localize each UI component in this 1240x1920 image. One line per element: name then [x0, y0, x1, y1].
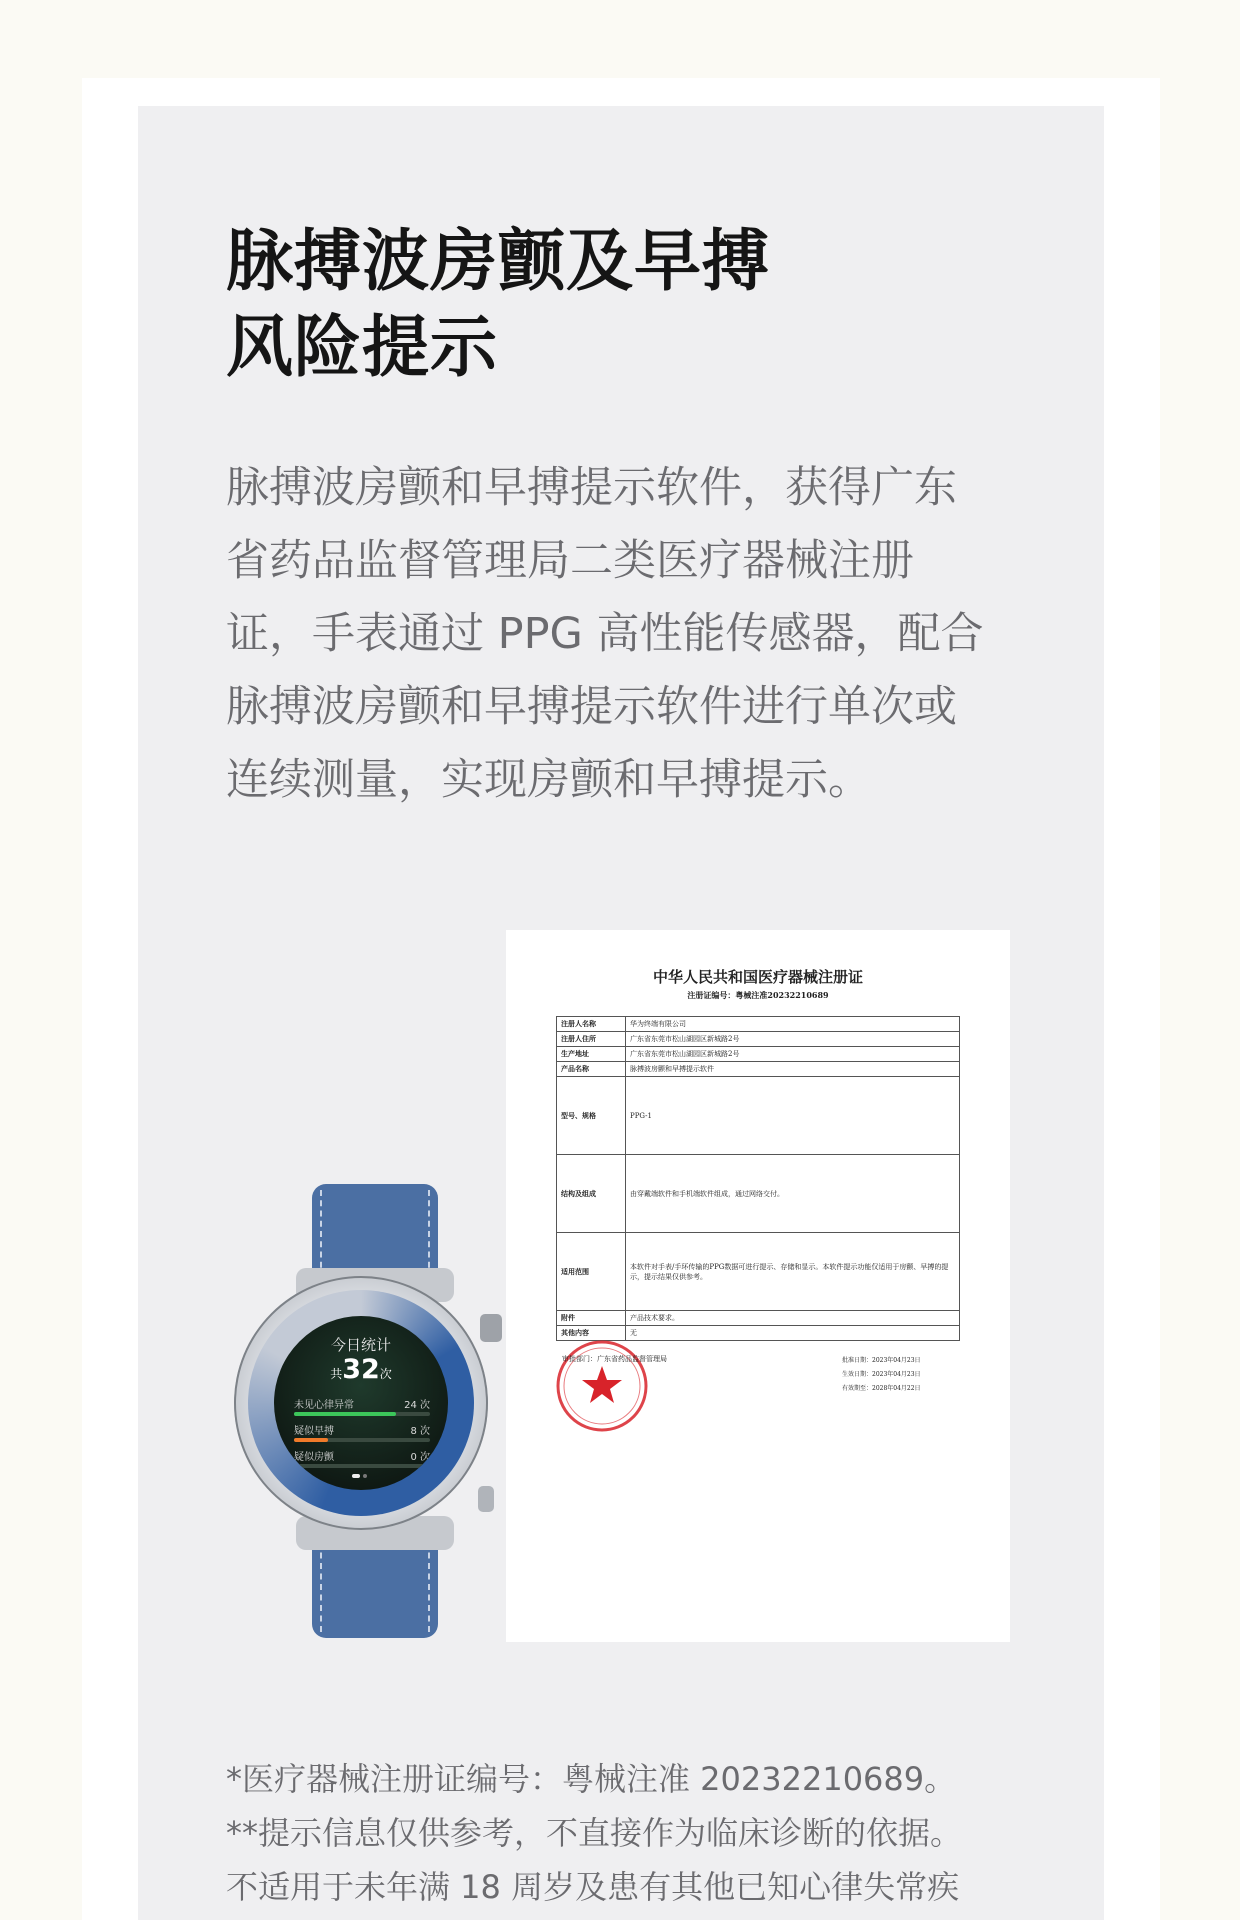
certificate-table — [556, 1016, 960, 1341]
watch-case — [234, 1276, 488, 1530]
stat-bar — [294, 1412, 430, 1416]
certificate-field-value: 广东省东莞市松山湖园区新城路2号 — [626, 1047, 960, 1062]
watch-strap-bottom — [312, 1536, 438, 1638]
watch-screen — [274, 1316, 448, 1490]
certificate-field-value: 华为终端有限公司 — [626, 1017, 960, 1032]
certificate-field-value: 产品技术要求。 — [626, 1311, 960, 1326]
description-line: 脉搏波房颤和早搏提示软件，获得广东 — [226, 463, 957, 513]
description-line: 省药品监督管理局二类医疗器械注册 — [226, 536, 914, 586]
feature-description — [226, 452, 1046, 817]
certificate-field-label: 其他内容 — [557, 1326, 626, 1341]
certificate-row — [557, 1155, 960, 1233]
description-line: 连续测量，实现房颤和早搏提示。 — [226, 755, 871, 805]
certificate-field-label: 注册人名称 — [557, 1017, 626, 1032]
stat-count: 8 次 — [410, 1426, 430, 1437]
watch-bezel — [248, 1290, 474, 1516]
official-seal-icon — [552, 1336, 652, 1436]
certificate-field-value: PPG-1 — [626, 1077, 960, 1155]
certificate-field-label: 型号、规格 — [557, 1077, 626, 1155]
certificate-field-value: 无 — [626, 1326, 960, 1341]
page-indicator — [352, 1468, 372, 1472]
certificate-row — [557, 1047, 960, 1062]
total-prefix: 共 — [330, 1367, 343, 1381]
feature-title-line: 风险提示 — [226, 308, 498, 386]
stat-bar-fill — [294, 1412, 396, 1416]
certificate-number: 注册证编号：粤械注准20232210689 — [687, 990, 829, 1000]
footnote-line: *医疗器械注册证编号：粤械注准 20232210689。 — [226, 1760, 957, 1798]
stat-label: 疑似早搏 — [294, 1426, 334, 1437]
certificate-field-value: 广东省东莞市松山湖园区新城路2号 — [626, 1032, 960, 1047]
footnotes — [226, 1752, 1076, 1914]
certificate-row — [557, 1233, 960, 1311]
total-value: 32 — [342, 1354, 380, 1385]
stat-count: 24 次 — [404, 1400, 430, 1411]
stat-label: 疑似房颤 — [294, 1452, 334, 1463]
stat-bar — [294, 1438, 430, 1442]
certificate-field-label: 适用范围 — [557, 1233, 626, 1311]
description-line: 脉搏波房颤和早搏提示软件进行单次或 — [226, 682, 957, 732]
stat-label: 未见心律异常 — [294, 1400, 354, 1411]
certificate-issuer: 审批部门：广东省药品监督管理局 — [562, 1355, 667, 1363]
watch-screen-title: 今日统计 — [330, 1336, 391, 1354]
smartwatch-image — [226, 1176, 516, 1646]
description-line: 证，手表通过 PPG 高性能传感器，配合 — [226, 609, 984, 659]
stat-bar-fill — [294, 1438, 328, 1442]
footnote-line: 不适用于未年满 18 周岁及患有其他已知心律失常疾 — [226, 1868, 960, 1906]
watch-side-button — [478, 1486, 494, 1512]
certificate-row — [557, 1077, 960, 1155]
certificate-row — [557, 1017, 960, 1032]
certificate-field-label: 附件 — [557, 1311, 626, 1326]
total-suffix: 次 — [379, 1367, 392, 1381]
feature-title — [226, 218, 986, 390]
certificate-field-label: 结构及组成 — [557, 1155, 626, 1233]
watch-total-count — [274, 1354, 448, 1385]
certificate-date: 生效日期：2023年04月23日 — [842, 1371, 921, 1378]
certificate-dates — [842, 1354, 921, 1396]
certificate-row — [557, 1032, 960, 1047]
certificate-date: 批准日期：2023年04月23日 — [842, 1357, 921, 1364]
certificate-field-label: 产品名称 — [557, 1062, 626, 1077]
certificate-field-value: 脉搏波房颤和早搏提示软件 — [626, 1062, 960, 1077]
footnote-line: **提示信息仅供参考，不直接作为临床诊断的依据。 — [226, 1814, 963, 1852]
certificate-field-value: 本软件对手表/手环传输的PPG数据可进行提示、存储和显示。本软件提示功能仅适用于房颤、早搏的提示，提示结果仅供参考。 — [626, 1233, 960, 1311]
certificate-date: 有效期至：2028年04月22日 — [842, 1385, 921, 1392]
certificate-title: 中华人民共和国医疗器械注册证 — [652, 968, 863, 986]
certificate-row — [557, 1062, 960, 1077]
registration-certificate-image — [506, 930, 1010, 1642]
stat-count: 0 次 — [410, 1452, 430, 1463]
feature-title-line: 脉搏波房颤及早搏 — [226, 222, 770, 300]
certificate-field-label: 生产地址 — [557, 1047, 626, 1062]
certificate-field-value: 由穿戴端软件和手机端软件组成，通过网络交付。 — [626, 1155, 960, 1233]
certificate-row — [557, 1311, 960, 1326]
watch-crown — [480, 1314, 502, 1342]
certificate-field-label: 注册人住所 — [557, 1032, 626, 1047]
